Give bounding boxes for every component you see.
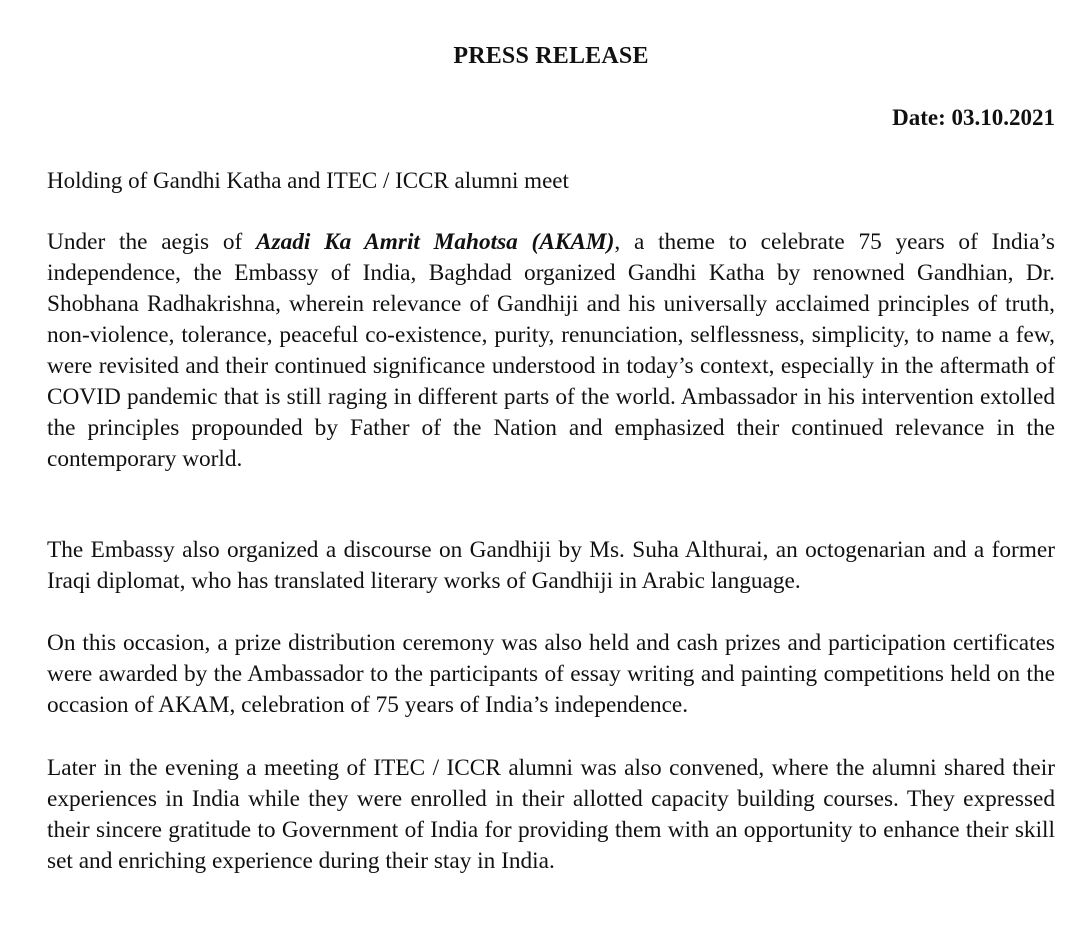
paragraph-akam-gandhi-katha [47, 227, 1055, 475]
paragraph-prize-distribution: On this occasion, a prize distribution ceremony was also held and cash prizes and participation certificates were awarded by the Ambassador to the participants of essay writing and painting competitions held on the occasion of AKAM, celebration of 75 years of India’s independence. [47, 630, 1055, 718]
paragraph-text: , a theme to celebrate 75 years of India’s independence, the Embassy of India, Baghdad organized Gandhi Katha by renowned Gandhian, Dr. Shobhana Radhakrishna, wherein relevance of Gandhiji and his universally acclaimed principles of truth, non-violence, tolerance, peaceful co-existence, purity, renunciation, selflessness, simplicity, to name a few, were revisited and their continued significance understood in today’s context, especially in the aftermath of COVID pandemic that is still raging in different parts of the world. Ambassador in his intervention extolled the principles propounded by Father of the Nation and emphasized their continued relevance in the contemporary world. [47, 229, 1055, 472]
release-date: Date: 03.10.2021 [892, 105, 1055, 130]
paragraph-alumni-meeting: Later in the evening a meeting of ITEC / ICCR alumni was also convened, where the alumni shared their experiences in India while they were enrolled in their allotted capacity building courses. They expressed their sincere gratitude to Government of India for providing them with an opportunity to enhance their skill set and enriching experience during their stay in India. [47, 755, 1055, 874]
paragraph-discourse: The Embassy also organized a discourse on Gandhiji by Ms. Suha Althurai, an octogenarian and a former Iraqi diplomat, who has translated literary works of Gandhiji in Arabic language. [47, 537, 1055, 594]
subject-line: Holding of Gandhi Katha and ITEC / ICCR alumni meet [47, 168, 569, 193]
akam-emphasis: Azadi Ka Amrit Mahotsa (AKAM) [256, 229, 615, 255]
paragraph-text: Under the aegis of [47, 229, 256, 255]
document-title: PRESS RELEASE [453, 43, 649, 69]
